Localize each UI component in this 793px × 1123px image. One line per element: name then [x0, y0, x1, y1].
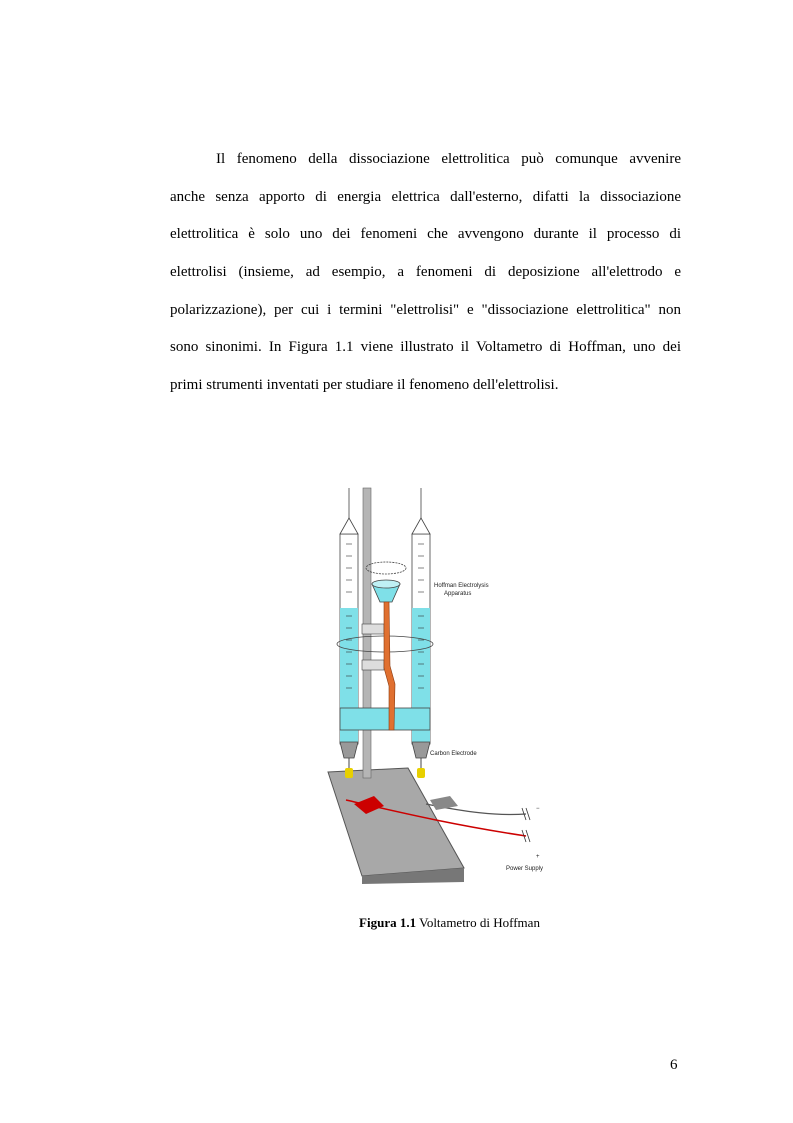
black-clip	[430, 796, 458, 810]
left-electrode	[340, 742, 358, 758]
connecting-tube	[340, 708, 430, 730]
minus-label: −	[536, 806, 540, 812]
figure-caption	[0, 915, 793, 931]
apparatus-label-2: Apparatus	[444, 591, 472, 597]
apparatus-label-1: Hoffman Electrolysis	[434, 583, 489, 589]
electrode-label: Carbon Electrode	[430, 751, 477, 757]
reservoir-ring	[366, 562, 406, 574]
paragraph-line: polarizzazione), per cui i termini "elettrolisi" e "dissociazione elettrolitica" non	[170, 301, 681, 318]
power-supply-label: Power Supply	[506, 866, 544, 872]
caption-text: Voltametro di Hoffman	[416, 915, 540, 930]
body-paragraph	[170, 141, 681, 405]
left-tube-top	[340, 518, 358, 534]
paragraph-line: sono sinonimi. In Figura 1.1 viene illustrato il Voltametro di Hoffman, uno dei	[170, 339, 681, 356]
right-electrode	[412, 742, 430, 758]
paragraph-line: anche senza apporto di energia elettrica dall'esterno, difatti la dissociazione	[170, 188, 681, 205]
page-number: 6	[670, 1057, 678, 1073]
caption-label: Figura 1.1	[359, 915, 417, 930]
hoffman-apparatus-illustration	[326, 484, 548, 888]
paragraph-line: primi strumenti inventati per studiare il fenomeno dell'elettrolisi.	[170, 377, 559, 394]
plus-label: +	[536, 854, 540, 860]
hoffman-voltameter-figure	[326, 484, 548, 888]
right-clip	[417, 768, 425, 778]
paragraph-line: Il fenomeno della dissociazione elettrolitica può comunque avvenire	[216, 151, 681, 167]
paragraph-line: elettrolitica è solo uno dei fenomeni che avvengono durante il processo di	[170, 226, 681, 243]
left-clip	[345, 768, 353, 778]
right-tube-top	[412, 518, 430, 534]
paragraph-line: elettrolisi (insieme, ad esempio, a fenomeni di deposizione all'elettrodo e	[170, 264, 681, 281]
